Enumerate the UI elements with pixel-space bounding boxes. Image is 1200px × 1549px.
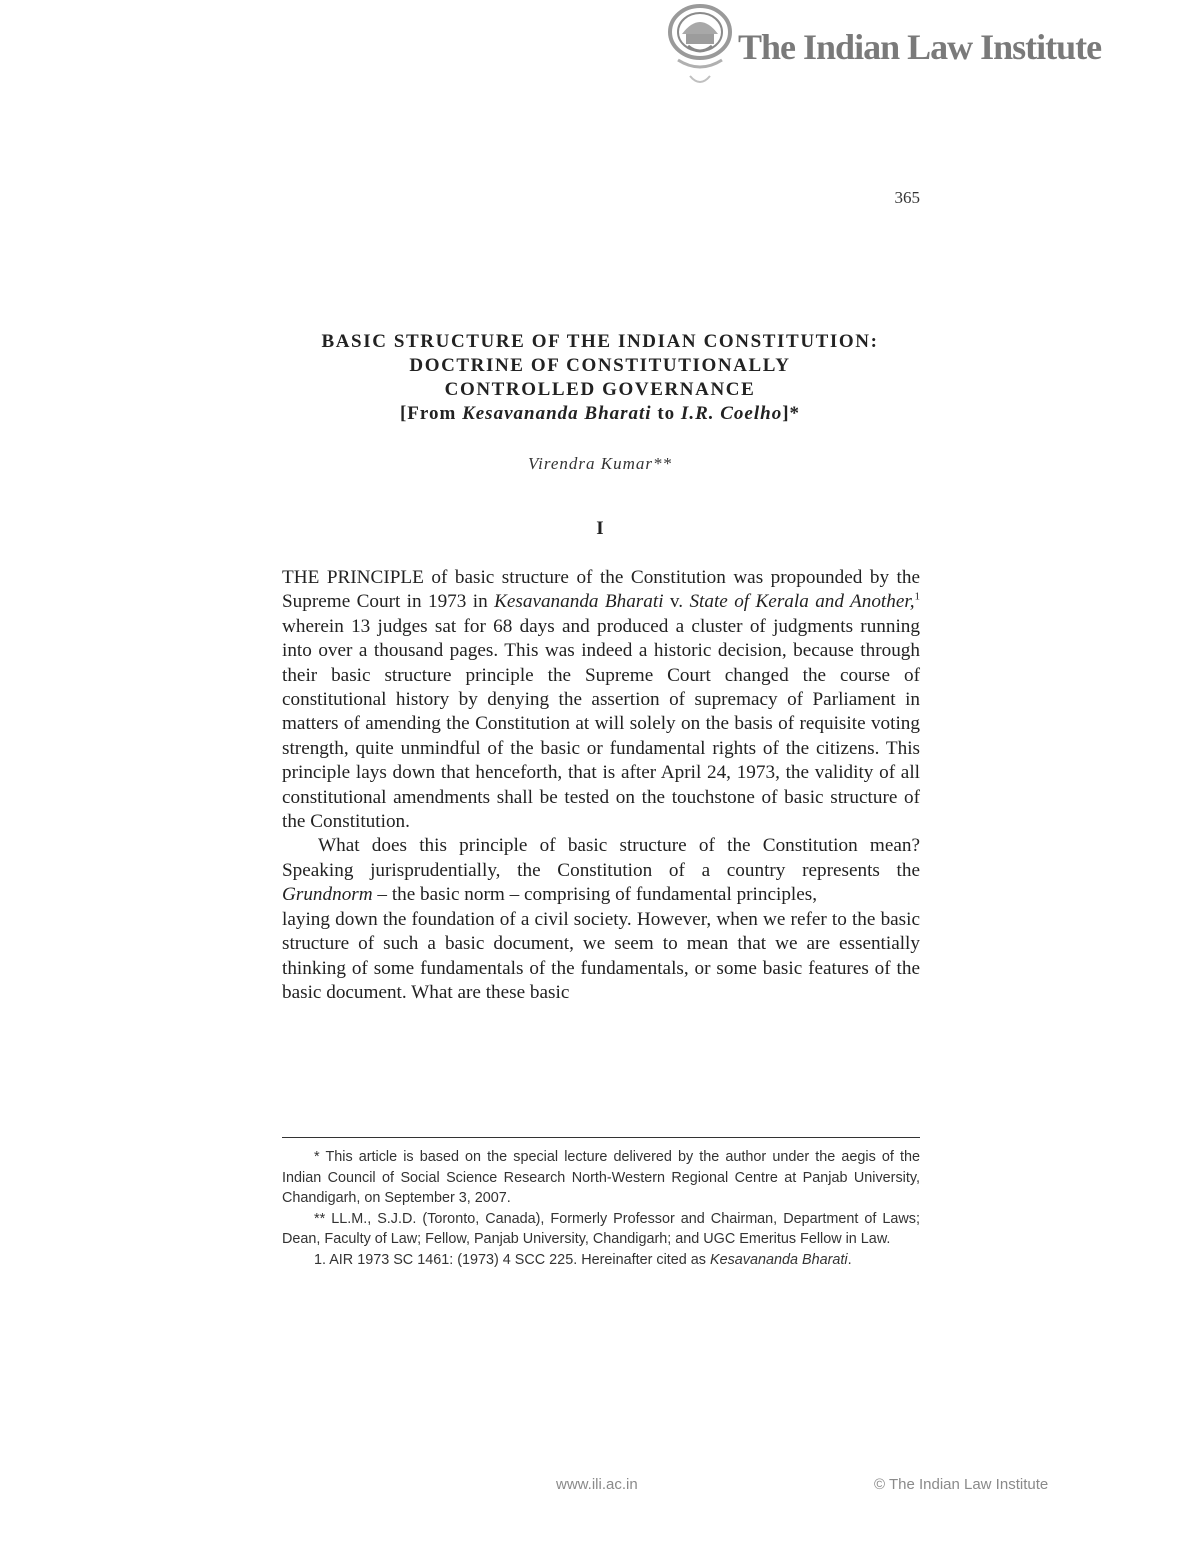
title-line-2: DOCTRINE OF CONSTITUTIONALLY: [409, 355, 791, 376]
seal-logo-icon: [664, 2, 736, 90]
footnote-star: * This article is based on the special lecture delivered by the author under the aegis of the Indian Council of Social Science Research North-Western Regional Centre at Panjab University, Chandigarh, on September 3, 2007.: [282, 1149, 920, 1207]
paragraph-1: [282, 566, 920, 834]
subtitle-mid: to: [651, 403, 681, 424]
paragraph-1-b: wherein 13 judges sat for 68 days and produced a cluster of judgments running into over a thousand pages. This was indeed a historic decision, because through their basic structure principle the Supreme Court changed the course of constitutional history by denying the assertion of supremacy of Parliament in matters of amending the Constitution at will solely on the basis of requisite voting strength, quite unmindful of the basic or fundamental rights of the citizens. This principle lays down that henceforth, that is after April 24, 1973, the validity of all constitutional amendments shall be tested on the touchstone of basic structure of the Constitution.: [282, 615, 920, 833]
paragraph-lead: THE PRINCIPLE: [282, 567, 424, 588]
footer-copyright: © The Indian Law Institute: [874, 1476, 1049, 1493]
paragraph-2-a: What does this principle of basic structure of the Constitution mean? Speaking jurisprudentially, the Constitution of a country represents the: [282, 835, 920, 881]
subtitle-open: [From: [399, 403, 463, 424]
author-name: Virendra Kumar**: [528, 454, 672, 473]
versus: v.: [663, 591, 690, 613]
case-name: Kesavananda Bharati: [494, 591, 664, 613]
footer-url[interactable]: www.ili.ac.in: [556, 1476, 638, 1493]
footnote-1-case: Kesavananda Bharati: [709, 1251, 848, 1268]
case-name-2: State of Kerala and Another,: [689, 591, 915, 613]
paragraph-3: laying down the foundation of a civil society. However, when we refer to the basic structure of such a basic document, we seem to mean that we are essentially thinking of some fundamentals of the fundamentals, or some basic features of the basic document. What are these basic: [282, 908, 920, 1003]
article-subtitle: [230, 402, 970, 426]
article-body: [282, 566, 920, 1005]
paragraph-2-b: – the basic norm – comprising of fundamental principles,: [372, 884, 818, 906]
title-line-1: BASIC STRUCTURE OF THE INDIAN CONSTITUTION:: [321, 331, 879, 352]
subtitle-case-1: Kesavananda Bharati: [462, 403, 652, 424]
page-number: 365: [894, 188, 920, 207]
subtitle-close: ]*: [782, 403, 801, 424]
title-line-3: CONTROLLED GOVERNANCE: [444, 379, 756, 400]
section-number: I: [596, 518, 604, 539]
subtitle-case-2: I.R. Coelho: [680, 403, 783, 424]
footnote-divider: [282, 1137, 920, 1138]
paragraph-1-a: of basic structure of the Constitution was propounded by the Supreme Court in 1973 in: [282, 567, 921, 613]
footnotes: [282, 1147, 920, 1271]
article-title: [230, 330, 970, 426]
footnote-1-text: 1. AIR 1973 SC 1461: (1973) 4 SCC 225. Hereinafter cited as: [314, 1251, 710, 1268]
paragraph-2: [282, 834, 920, 907]
grundnorm-term: Grundnorm: [282, 884, 373, 906]
footnote-1-end: .: [847, 1251, 852, 1268]
footnote-1: [282, 1250, 920, 1271]
institute-name: The Indian Law Institute: [738, 27, 1102, 67]
footnote-double-star: ** LL.M., S.J.D. (Toronto, Canada), Formerly Professor and Chairman, Department of Laws; Dean, Faculty of Law; Fellow, Panjab University, Chandigarh; and UGC Emeritus Fellow in Law.: [282, 1210, 920, 1248]
footnote-ref-1[interactable]: 1: [914, 591, 920, 604]
